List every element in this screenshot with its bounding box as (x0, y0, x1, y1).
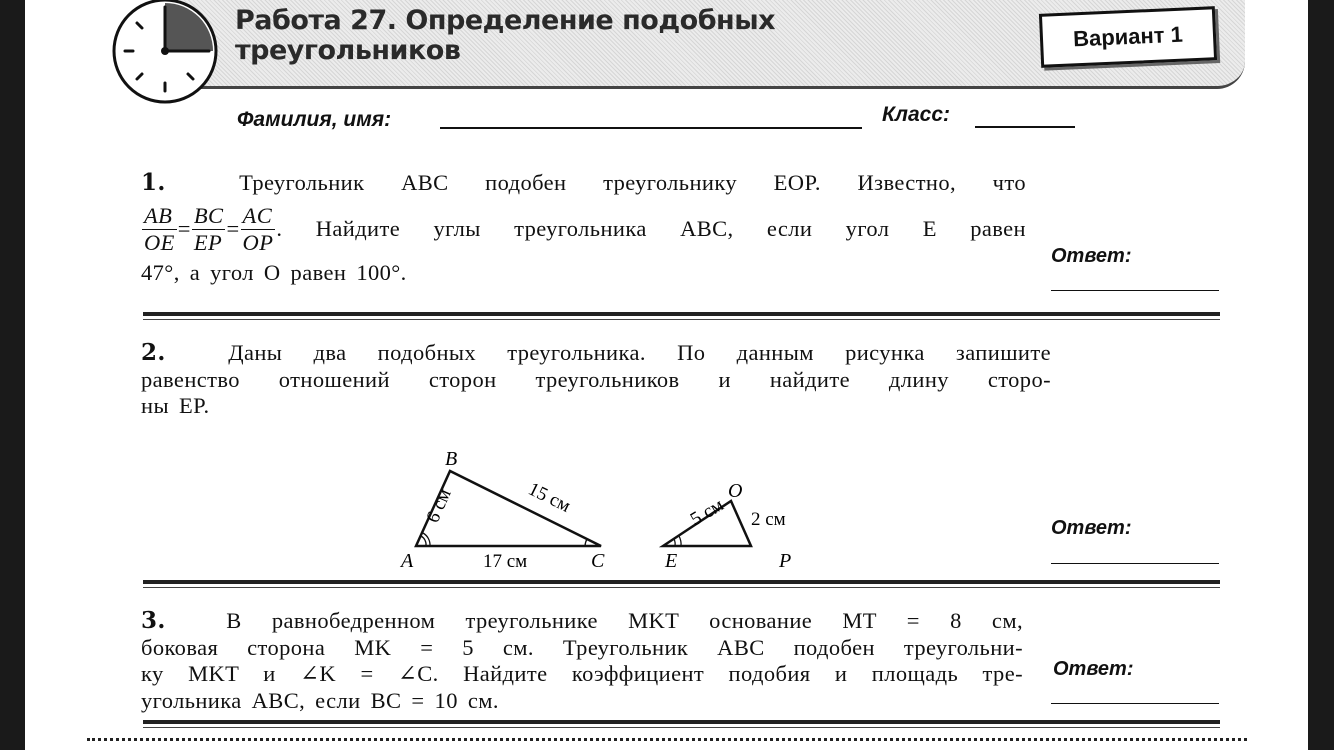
class-label: Класс: (882, 103, 951, 126)
separator-1 (143, 312, 1220, 316)
task-3 (141, 608, 1023, 714)
fraction-ab-oe: $\frac{AB}{OE}$ (144, 202, 175, 255)
clock-icon (111, 0, 219, 105)
task-3-number: 3. (141, 607, 166, 634)
separator-1-thin (143, 319, 1220, 320)
worksheet-page (25, 0, 1308, 750)
vertex-p-label: P (779, 550, 792, 572)
separator-3-thin (143, 727, 1220, 728)
side-ab-label: 6 см (422, 485, 456, 527)
angle-a-arc-2 (421, 536, 426, 546)
vertex-e-label: E (665, 550, 678, 572)
cut-line (87, 738, 1247, 741)
side-bc-label: 15 см (524, 478, 574, 517)
task-2-number: 2. (141, 339, 166, 366)
worksheet-title (235, 6, 855, 66)
task-3-line-1: В равнобедренном треугольнике MKT основание MT = 8 см, (226, 608, 1023, 633)
task-3-line-2: боковая сторона MK = 5 см. Треугольник ABC подобен треугольни- (141, 634, 1023, 660)
vertex-c-label: C (591, 550, 605, 572)
task-1-line-1: Треугольник ABC подобен треугольнику EOP. Известно, что (239, 170, 1026, 195)
task-1-line-2: $\frac{AB}{OE}$ = $\frac{BC}{EP}$ = $\frac{AC}{OP}$ . Найдите углы треугольника ABC, если угол E равен (144, 202, 1026, 255)
variant-badge: Вариант 1 (1039, 6, 1217, 68)
task-1-answer-field[interactable] (1051, 290, 1219, 291)
title-line-1: Работа 27. Определение подобных (235, 5, 776, 36)
task-1-number: 1. (141, 169, 166, 196)
separator-2-thin (143, 587, 1220, 588)
vertex-o-label: O (728, 480, 743, 502)
task-3-answer-field[interactable] (1051, 703, 1219, 704)
name-field[interactable] (440, 127, 862, 129)
side-ac-label: 17 см (483, 551, 528, 572)
task-3-line-3: ку MKT и ∠K = ∠C. Найдите коэффициент подобия и площадь тре- (141, 661, 1023, 686)
triangles-figure (385, 440, 805, 580)
vertex-b-label: B (445, 448, 458, 470)
angle-e-arc-2 (679, 536, 681, 546)
side-eo-label: 5 см (686, 494, 728, 531)
task-2-answer-field[interactable] (1051, 563, 1219, 564)
name-label: Фамилия, имя: (237, 108, 392, 131)
side-op-label: 2 см (751, 509, 786, 530)
task-1 (141, 170, 1026, 287)
separator-3 (143, 720, 1220, 724)
title-line-2: треугольников (235, 35, 461, 66)
class-field[interactable] (975, 126, 1075, 128)
task-3-line-4: угольника ABC, если BC = 10 см. (141, 687, 499, 713)
task-2-line-3: ны EP. (141, 393, 210, 418)
fraction-bc-ep: $\frac{BC}{EP}$ (193, 202, 224, 255)
task-1-line-3: 47°, а угол O равен 100°. (141, 260, 407, 285)
separator-2 (143, 580, 1220, 584)
vertex-a-label: A (401, 550, 414, 572)
fraction-ac-op: $\frac{AC}{OP}$ (242, 202, 274, 255)
task-2 (141, 340, 1051, 420)
task-3-answer-label: Ответ: (1053, 658, 1134, 680)
task-2-line-2: равенство отношений сторон треугольников и найдите длину сторо- (141, 366, 1051, 392)
task-1-answer-label: Ответ: (1051, 245, 1132, 267)
task-2-answer-label: Ответ: (1051, 517, 1132, 539)
task-2-line-1: Даны два подобных треугольника. По данным рисунка запишите (228, 340, 1051, 365)
